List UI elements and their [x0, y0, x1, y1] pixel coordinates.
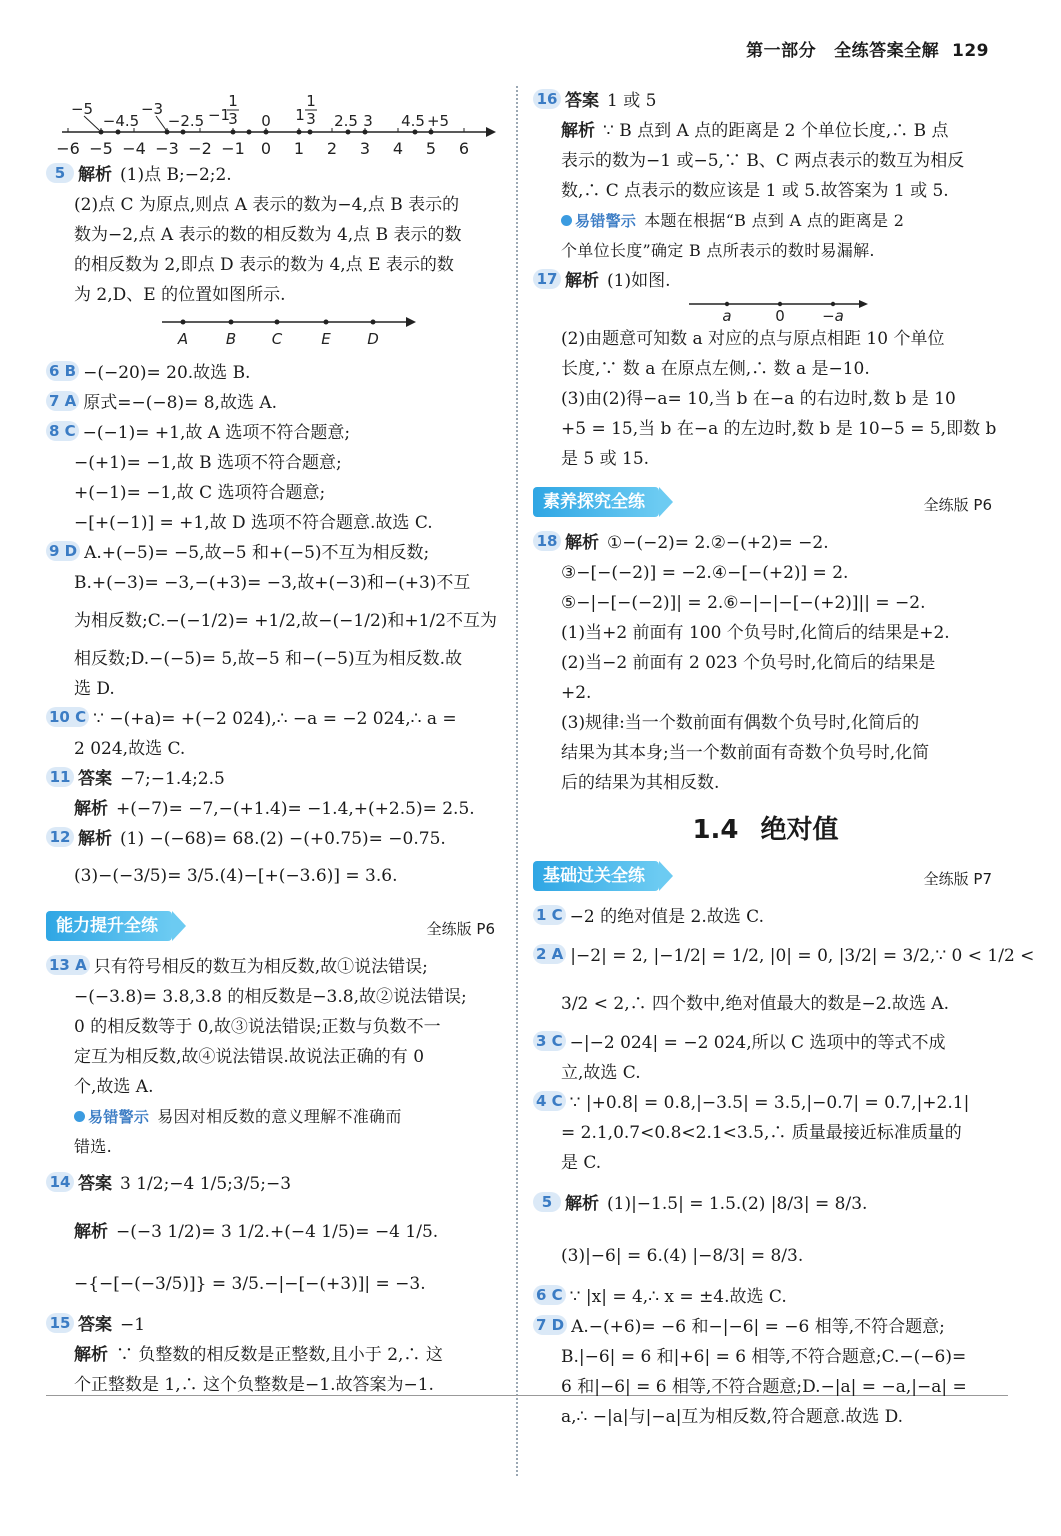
number-line-top-labels [71, 92, 449, 130]
exercise-5 [533, 1178, 998, 1282]
header-section: 第一部分 [746, 41, 817, 61]
text-line: (2)当−2 前面有 2 023 个负号时,化简后的结果是 [561, 653, 936, 673]
page-header [746, 36, 989, 66]
point-label: 1 [228, 92, 238, 110]
question-number: 7 D [533, 1315, 567, 1335]
question-number: 6 B [46, 361, 79, 381]
left-column [46, 86, 501, 1400]
text-line: (3)−(−3/5)= 3/5.(4)−[+(−3.6)] = 3.6. [74, 866, 398, 886]
exercise-6 [533, 1282, 998, 1312]
text-line: 0 的相反数等于 0,故③说法错误;正数与负数不一 [74, 1017, 441, 1037]
question-number: 14 [46, 1172, 74, 1192]
analysis-tag: 解析 [565, 1194, 599, 1214]
question-13 [46, 952, 501, 1162]
text-line: (3)规律:当一个数前面有偶数个负号时,化简后的 [561, 713, 920, 733]
question-6 [46, 358, 501, 388]
question-number: 10 C [46, 707, 89, 727]
question-number: 7 A [46, 391, 79, 411]
text-line: 个单位长度”确定 B 点所表示的数时易漏解. [561, 241, 875, 260]
text-line: 结果为其本身;当一个数前面有奇数个负号时,化简 [561, 743, 930, 763]
text-line: 3/2 < 2,∴ 四个数中,绝对值最大的数是−2.故选 A. [561, 994, 949, 1014]
banner-title: 基础过关全练 [533, 861, 659, 891]
point-label: 2.5 [334, 112, 358, 130]
question-14 [46, 1162, 501, 1310]
point-label: 0 [261, 112, 271, 130]
text-line: (3)由(2)得−a= 10,当 b 在−a 的右边时,数 b 是 10 [561, 389, 956, 409]
text-line: 相反数;D.−(−5)= 5,故−5 和−(−5)互为相反数.故 [74, 649, 463, 669]
text-line: −(−1)= +1,故 A 选项不符合题意; [82, 423, 351, 443]
question-number: 1 C [533, 905, 566, 925]
a-number-line-figure [533, 296, 998, 324]
tick-label: −4 [122, 139, 146, 158]
question-number: 13 A [46, 955, 90, 975]
section-title: 绝对值 [760, 815, 839, 845]
text-line: 只有符号相反的数互为相反数,故①说法错误; [93, 957, 428, 977]
banner-title: 能力提升全练 [46, 911, 172, 941]
analysis-tag: 解析 [561, 121, 595, 141]
question-number: 9 D [46, 541, 80, 561]
text-line: 为 2,D、E 的位置如图所示. [74, 285, 286, 305]
text-line: (1)当+2 前面有 100 个负号时,化简后的结果是+2. [561, 623, 950, 643]
text-line: 数为−2,点 A 表示的数的相反数为 4,点 B 表示的数 [74, 225, 462, 245]
question-number: 3 C [533, 1031, 566, 1051]
point-label: 4.5 [401, 112, 425, 130]
point-label: A [177, 330, 189, 348]
answer-text: −7;−1.4;2.5 [120, 769, 225, 789]
leader-line [84, 116, 99, 130]
answer-tag: 答案 [78, 1174, 112, 1194]
text-line: (3)|−6| = 6.(4) |−8/3| = 8/3. [561, 1246, 804, 1266]
analysis-tag: 解析 [74, 1222, 108, 1242]
text-line: 个正整数是 1,∴ 这个负整数是−1.故答案为−1. [74, 1375, 434, 1395]
question-number: 15 [46, 1313, 74, 1333]
text-line: 定互为相反数,故④说法错误.故说法正确的有 0 [74, 1047, 425, 1067]
text-line: 选 D. [74, 679, 115, 699]
analysis-tag: 解析 [74, 799, 108, 819]
text-line: ⑤−|−[−(−2)]| = 2.⑥−|−|−[−(+2)]|| = −2. [561, 593, 926, 613]
text-line: A.−(+6)= −6 和−|−6| = −6 相等,不符合题意; [571, 1317, 945, 1337]
answer-text: −1 [120, 1315, 146, 1335]
text-line: +5 = 15,当 b 在−a 的左边时,数 b 是 10−5 = 5,即数 b [561, 419, 997, 439]
point-label: 3 [363, 112, 373, 130]
question-7 [46, 388, 501, 418]
text-line: 个,故选 A. [74, 1077, 154, 1097]
question-9 [46, 538, 501, 704]
text-line: ∵ |+0.8| = 0.8,|−3.5| = 3.5,|−0.7| = 0.7,|+2.1| [569, 1093, 970, 1113]
text-line: −(+1)= −1,故 B 选项不符合题意; [74, 453, 342, 473]
text-line: −(−20)= 20.故选 B. [83, 363, 251, 383]
text-line: 立,故选 C. [561, 1063, 641, 1083]
text-line: ∵ 负整数的相反数是正整数,且小于 2,∴ 这 [116, 1345, 443, 1365]
tick-label: 5 [425, 139, 437, 158]
analysis-tag: 解析 [78, 829, 112, 849]
text-line: (1)|−1.5| = 1.5.(2) |8/3| = 8/3. [607, 1194, 868, 1214]
text-line: 本题在根据“B 点到 A 点的距离是 2 [644, 211, 905, 230]
text-line: +(−7)= −7,−(+1.4)= −1.4,+(+2.5)= 2.5. [116, 799, 475, 819]
exercise-1 [533, 902, 998, 932]
point-label: −3 [140, 100, 164, 118]
text-line: = 2.1,0.7<0.8<2.1<3.5,∴ 质量最接近标准质量的 [561, 1123, 962, 1143]
text-line: −|−2 024| = −2 024,所以 C 选项中的等式不成 [569, 1033, 946, 1053]
text-line: −[+(−1)] = +1,故 D 选项不符合题意.故选 C. [74, 513, 433, 533]
question-8 [46, 418, 501, 538]
text-line: 易因对相反数的意义理解不准确而 [157, 1107, 402, 1126]
section-heading [533, 812, 998, 848]
text-line: 长度,∵ 数 a 在原点左侧,∴ 数 a 是−10. [561, 359, 870, 379]
banner-reference: 全练版 P6 [923, 496, 992, 514]
text-line: 6 和|−6| = 6 相等,不符合题意;D.−|a| = −a,|−a| = [561, 1377, 967, 1397]
text-line: ①−(−2)= 2.②−(+2)= −2. [607, 533, 829, 553]
leader-line [156, 116, 166, 130]
point-label: 1 [295, 106, 305, 124]
tick-label: 2 [326, 139, 338, 158]
text-line: 是 C. [561, 1153, 602, 1173]
question-number: 16 [533, 89, 561, 109]
question-10 [46, 704, 501, 764]
tick-label: 3 [359, 139, 371, 158]
question-15 [46, 1310, 501, 1400]
text-line: 表示的数为−1 或−5,∵ B、C 两点表示的数互为相反 [561, 151, 965, 171]
text-line: (1)如图. [607, 271, 671, 291]
text-line: a,∴ −|a|与|−a|互为相反数,符合题意.故选 D. [561, 1407, 904, 1427]
point-label: +5 [426, 112, 450, 130]
question-16 [533, 86, 998, 266]
axis-label: 0 [775, 307, 785, 324]
text-line: B.+(−3)= −3,−(+3)= −3,故+(−3)和−(+3)不互 [74, 573, 471, 593]
question-11 [46, 764, 501, 824]
section-number: 1.4 [692, 815, 739, 845]
question-number: 8 C [46, 421, 79, 441]
text-line: −{−[−(−3/5)]} = 3/5.−|−[−(+3)]| = −3. [74, 1274, 426, 1294]
question-17 [533, 266, 998, 474]
page-number: 129 [952, 41, 989, 61]
text-line: A.+(−5)= −5,故−5 和+(−5)不互为相反数; [84, 543, 430, 563]
question-12 [46, 824, 501, 898]
text-line: ∵ |x| = 4,∴ x = ±4.故选 C. [569, 1287, 787, 1307]
point-label: D [367, 330, 379, 348]
point-label: 3 [228, 110, 238, 128]
banner-title: 素养探究全练 [533, 487, 659, 517]
banner-basic [533, 858, 998, 894]
text-line: (1) −(−68)= 68.(2) −(+0.75)= −0.75. [120, 829, 446, 849]
question-number: 18 [533, 531, 561, 551]
points-number-line-figure [46, 310, 501, 352]
point-label: −2.5 [167, 112, 205, 130]
tick-label: 1 [293, 139, 305, 158]
text-line: ∵ −(+a)= +(−2 024),∴ −a = −2 024,∴ a = [93, 709, 457, 729]
exercise-2 [533, 932, 1035, 1028]
banner-reference: 全练版 P7 [923, 870, 992, 888]
text-line: 为相反数;C.−(−1/2)= +1/2,故−(−1/2)和+1/2不互为 [74, 611, 498, 631]
question-5 [46, 160, 501, 352]
tick-label: 6 [458, 139, 470, 158]
question-number: 11 [46, 767, 74, 787]
tick-label: 0 [260, 139, 272, 158]
exercise-7 [533, 1312, 998, 1432]
warning-label: 易错警示 [561, 212, 636, 230]
text-line: (2)由题意可知数 a 对应的点与原点相距 10 个单位 [561, 329, 945, 349]
point-label: B [225, 330, 237, 348]
point-label: C [271, 330, 283, 348]
text-line: ∵ B 点到 A 点的距离是 2 个单位长度,∴ B 点 [603, 121, 949, 141]
text-line: 是 5 或 15. [561, 449, 650, 469]
text-line: −(−3 1/2)= 3 1/2.+(−4 1/5)= −4 1/5. [116, 1222, 439, 1242]
column-divider [516, 86, 518, 1476]
text-line: 原式=−(−8)= 8,故选 A. [83, 393, 278, 413]
question-number: 4 C [533, 1091, 566, 1111]
text-line: 错选. [74, 1137, 112, 1156]
question-number: 12 [46, 827, 74, 847]
text-line: |−2| = 2, |−1/2| = 1/2, |0| = 0, |3/2| = 3/2,∵ 0 < 1/2 < [570, 946, 1035, 966]
text-line: 的相反数为 2,即点 D 表示的数为 4,点 E 表示的数 [74, 255, 454, 275]
question-number: 17 [533, 269, 561, 289]
text-line: 2 024,故选 C. [74, 739, 186, 759]
tick-label: 4 [392, 139, 404, 158]
tick-label: −5 [89, 139, 113, 158]
text-line: +2. [561, 683, 592, 703]
answer-tag: 答案 [565, 91, 599, 111]
point-label: −4.5 [102, 112, 140, 130]
answer-tag: 答案 [78, 769, 112, 789]
axis-label: a [722, 307, 732, 324]
point-label: −1 [207, 106, 231, 124]
tick-label: −2 [188, 139, 212, 158]
text-line: (1)点 B;−2;2. [120, 165, 232, 185]
question-number: 2 A [533, 944, 566, 964]
header-book: 全练答案全解 [834, 41, 940, 61]
text-line: (2)点 C 为原点,则点 A 表示的数为−4,点 B 表示的 [74, 195, 460, 215]
banner-reference: 全练版 P6 [426, 920, 495, 938]
number-line-figure [46, 86, 501, 160]
tick-label: −3 [155, 139, 179, 158]
text-line: 后的结果为其相反数. [561, 773, 720, 793]
question-number: 5 [46, 163, 74, 183]
number-line-arrow [486, 127, 496, 137]
banner-ability [46, 908, 501, 944]
answer-text: 3 1/2;−4 1/5;3/5;−3 [120, 1174, 292, 1194]
tick-label: −6 [56, 139, 80, 158]
axis-label: −a [822, 307, 844, 324]
warning-label: 易错警示 [74, 1108, 149, 1126]
analysis-tag: 解析 [74, 1345, 108, 1365]
text-line: ③−[−(−2)] = −2.④−[−(+2)] = 2. [561, 563, 849, 583]
exercise-4 [533, 1088, 998, 1178]
text-line: B.|−6| = 6 和|+6| = 6 相等,不符合题意;C.−(−6)= [561, 1347, 967, 1367]
question-number: 6 C [533, 1285, 566, 1305]
text-line: 数,∴ C 点表示的数应该是 1 或 5.故答案为 1 或 5. [561, 181, 949, 201]
text-line: −2 的绝对值是 2.故选 C. [569, 907, 764, 927]
text-line: −(−3.8)= 3.8,3.8 的相反数是−3.8,故②说法错误; [74, 987, 467, 1007]
right-column [533, 86, 1035, 1432]
question-number: 5 [533, 1192, 561, 1212]
question-18 [533, 528, 998, 798]
analysis-tag: 解析 [565, 271, 599, 291]
point-label: 3 [306, 110, 316, 128]
answer-tag: 答案 [78, 1315, 112, 1335]
point-label: −5 [70, 100, 94, 118]
text-line: +(−1)= −1,故 C 选项符合题意; [74, 483, 326, 503]
point-label: 1 [306, 92, 316, 110]
exercise-3 [533, 1028, 998, 1088]
tick-label: −1 [221, 139, 245, 158]
analysis-tag: 解析 [565, 533, 599, 553]
analysis-tag: 解析 [78, 165, 112, 185]
point-label: E [321, 330, 331, 348]
answer-text: 1 或 5 [607, 91, 657, 111]
banner-inquiry [533, 484, 998, 520]
